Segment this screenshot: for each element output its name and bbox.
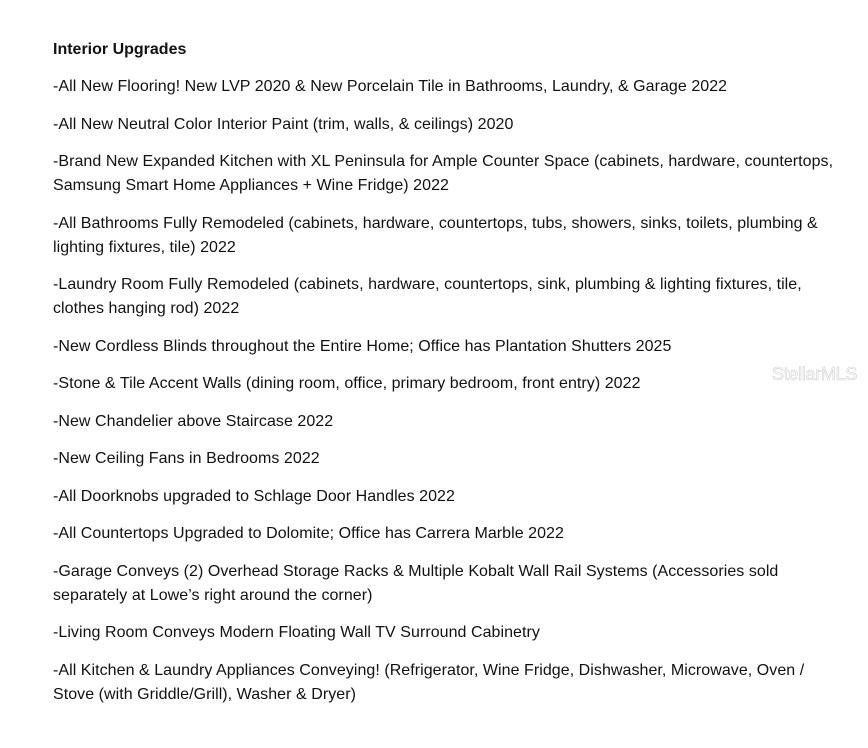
list-item: -Laundry Room Fully Remodeled (cabinets, hardware, countertops, sink, plumbing & lighting fixtures, tile, clothes hanging rod) 2022 [53, 276, 802, 317]
list-item: -New Ceiling Fans in Bedrooms 2022 [53, 450, 320, 467]
list-item: -All New Flooring! New LVP 2020 & New Porcelain Tile in Bathrooms, Laundry, & Garage 2022 [53, 78, 728, 95]
list-item: -All Countertops Upgraded to Dolomite; Office has Carrera Marble 2022 [53, 525, 564, 542]
document-title: Interior Upgrades [53, 41, 187, 58]
list-item: -Stone & Tile Accent Walls (dining room, office, primary bedroom, front entry) 2022 [53, 375, 641, 392]
list-item: -All Bathrooms Fully Remodeled (cabinets, hardware, countertops, tubs, showers, sinks, toilets, plumbing & lighting fixtures, tile) 2022 [53, 214, 818, 256]
list-item: -All Kitchen & Laundry Appliances Conveying! (Refrigerator, Wine Fridge, Dishwasher, Microwave, Oven / Stove (with Griddle/Grill), Washer & Dryer) [53, 661, 805, 703]
list-item: -New Chandelier above Staircase 2022 [53, 412, 334, 430]
list-item: -Garage Conveys (2) Overhead Storage Racks & Multiple Kobalt Wall Rail Systems (Accessories sold separately at Lowe’s right around the corner) [53, 562, 779, 604]
document-body [53, 38, 843, 720]
list-item: -Brand New Expanded Kitchen with XL Peninsula for Ample Counter Space (cabinets, hardware, countertops, Samsung Smart Home Appliances + Wine Fridge) 2022 [53, 153, 834, 194]
list-item: -Living Room Conveys Modern Floating Wall TV Surround Cabinetry [53, 624, 540, 641]
list-item: -New Cordless Blinds throughout the Entire Home; Office has Plantation Shutters 2025 [53, 337, 672, 355]
list-item: -All Doorknobs upgraded to Schlage Door Handles 2022 [53, 487, 455, 505]
stellarmls-watermark: StellarMLS [772, 364, 858, 384]
list-item: -All New Neutral Color Interior Paint (trim, walls, & ceilings) 2020 [53, 115, 514, 133]
